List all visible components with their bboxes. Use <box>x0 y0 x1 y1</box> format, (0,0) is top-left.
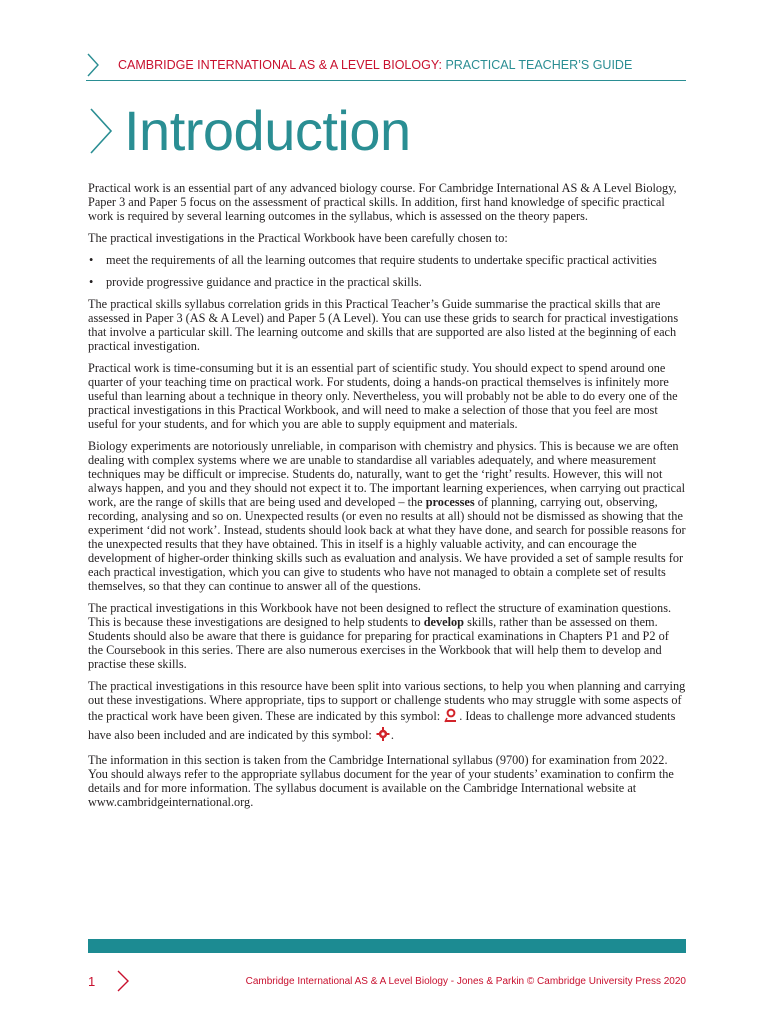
challenge-symbol-icon <box>376 726 390 745</box>
page-title: Introduction <box>124 99 411 162</box>
paragraph-text: Biology experiments are notoriously unreliable, in comparison with chemistry and physics. This is because we are often dealing with complex systems where we are unable to standardise all variables adequately, and where measurement techniques may be difficult or imprecise. Students do, naturally, want to get the ‘right’ results. However, this will not always happen, and you and they should not expect it to. The important learning experiences, when carrying out practical work, are the range of skills that are being used and developed – the <box>88 439 686 509</box>
list-item <box>88 275 686 289</box>
paragraph-text: . <box>390 728 394 742</box>
page-header <box>86 52 686 80</box>
chevron-right-icon <box>86 52 100 83</box>
page-number: 1 <box>88 974 96 989</box>
bullet-marker: • <box>89 253 94 267</box>
body-text <box>88 181 686 817</box>
bullet-list <box>88 253 686 289</box>
header-series-title: CAMBRIDGE INTERNATIONAL AS & A LEVEL BIOLOGY: <box>118 58 442 72</box>
emphasis-text: processes <box>425 495 475 509</box>
chevron-right-icon <box>88 106 114 161</box>
page-footer <box>88 969 686 995</box>
footer-bar <box>88 939 686 953</box>
paragraph: Practical work is an essential part of any advanced biology course. For Cambridge International AS & A Level Biology, Paper 3 and Paper 5 focus on the assessment of practical skills. In addition, first hand knowledge of specific practical work is required by several learning outcomes in the syllabus, which is assessed on the theory papers. <box>88 181 677 223</box>
paragraph: The information in this section is taken from the Cambridge International syllabus (9700) for examination from 2022. You should always refer to the appropriate syllabus document for the year of your students’ examination to confirm the details and for more information. The syllabus document is available on the Cambridge International website at www.cambridgeinternational.org. <box>88 753 674 809</box>
emphasis-text: develop <box>423 615 465 629</box>
support-symbol-icon <box>444 707 458 726</box>
paragraph-text: of planning, carrying out, observing, recording, analysing and so on. Unexpected results (or even no results at all) should not be dismissed as showing that the experiment ‘did not work’. Instead, students should look back at what they have done, and search for possible reasons for the unexpected results that they have obtained. This in itself is a highly valuable activity, and can encourage the development of higher-order thinking skills such as evaluation and analysis. We have provided a set of sample results for each practical investigation, which you can give to students who have not managed to obtain a complete set of results themselves, so that they can continue to answer all of the questions. <box>88 495 686 593</box>
paragraph-text: The practical investigations in this Workbook have not been designed to reflect the structure of examination questions. This is because these investigations are designed to help students to <box>88 601 672 629</box>
header-title <box>118 58 632 72</box>
chevron-right-icon <box>116 969 130 998</box>
paragraph: The practical investigations in the Practical Workbook have been carefully chosen to: <box>88 231 508 245</box>
paragraph-text: The practical investigations in this resource have been split into various sections, to help you when planning and carrying out these investigations. Where appropriate, tips to support or challenge students who may struggle with some aspects of the practical work have been given. These are indicated by this symbol: <box>88 679 686 723</box>
paragraph <box>88 679 686 745</box>
paragraph <box>88 601 686 671</box>
list-item-text: meet the requirements of all the learning outcomes that require students to undertake specific practical activities <box>106 253 657 267</box>
list-item <box>88 253 686 267</box>
paragraph: Practical work is time-consuming but it is an essential part of scientific study. You should expect to spend around one quarter of your teaching time on practical work. For students, doing a hands-on practical themselves is infinitely more useful than learning about a technique in theory only. Nevertheless, you will probably not be able to do every one of the practical investigations in this Practical Workbook, and will need to make a selection of those that you feel are most useful for your students, and for which you are able to supply equipment and materials. <box>88 361 678 431</box>
paragraph-text: skills, rather than be assessed on them. Students should also be aware that there is guidance for preparing for practical examinations in Chapters P1 and P2 of the Coursebook in this series. There are also numerous exercises in the Workbook that will help them to develop and practise these skills. <box>88 615 669 671</box>
list-item-text: provide progressive guidance and practice in the practical skills. <box>106 275 422 289</box>
paragraph: The practical skills syllabus correlation grids in this Practical Teacher’s Guide summarise the practical skills that are assessed in Paper 3 (AS & A Level) and Paper 5 (A Level). You can use these grids to search for practical investigations that involve a particular skill. The learning outcome and skills that are supported are also listed at the beginning of each practical investigation. <box>88 297 679 353</box>
paragraph <box>88 439 686 593</box>
paragraph-text: . Ideas to challenge more advanced students have also been included and are indicated by this symbol: <box>88 709 676 742</box>
header-book-title: PRACTICAL TEACHER’S GUIDE <box>445 58 633 72</box>
bullet-marker: • <box>89 275 94 289</box>
copyright-credit: Cambridge International AS & A Level Biology - Jones & Parkin © Cambridge University Press 2020 <box>245 976 686 987</box>
header-divider <box>86 80 686 81</box>
